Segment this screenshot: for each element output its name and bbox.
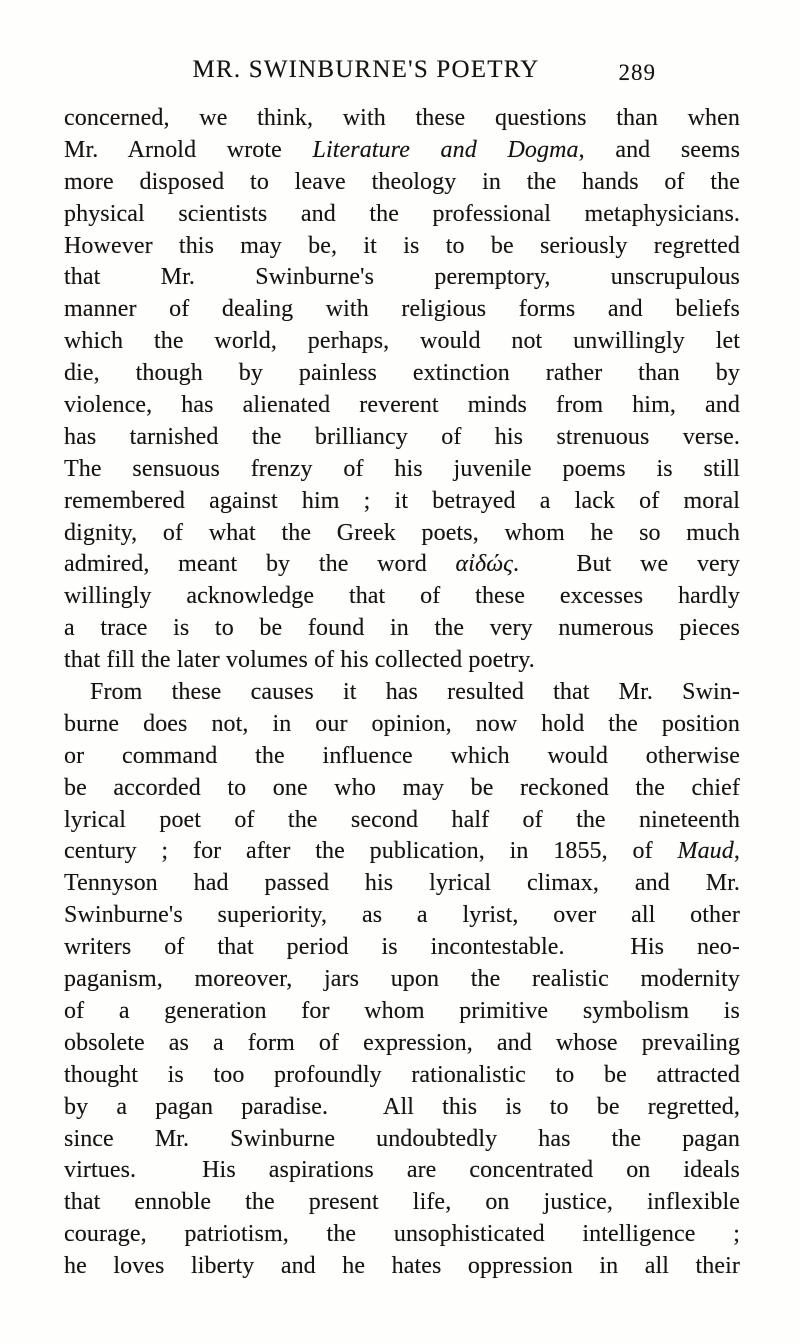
italic-text: Literature and Dogma	[312, 136, 579, 163]
text-line	[64, 932, 740, 964]
body-text-segment: concerned, we think, with these questions than when	[64, 105, 740, 131]
body-text-segment: be accorded to one who may be reckoned the chief	[64, 774, 740, 801]
body-text-segment: a trace is to be found in the very numerous pieces	[64, 615, 740, 642]
text-line	[64, 645, 740, 677]
body-text-segment: Swinburne's superiority, as a lyrist, over all other	[64, 902, 740, 929]
body-text-segment: From these causes it has resulted that Mr. Swin-	[90, 679, 740, 706]
body-text-segment: virtues. His aspirations are concentrated on ideals	[64, 1157, 740, 1184]
text-line	[64, 294, 740, 326]
text-line	[64, 231, 740, 263]
text-line	[64, 996, 740, 1028]
text-line	[64, 390, 740, 422]
text-line	[64, 167, 740, 199]
text-line	[64, 1028, 740, 1060]
body-text-segment: die, though by painless extinction rather than by	[64, 360, 740, 387]
body-text-segment: remembered against him ; it betrayed a lack of moral	[64, 487, 740, 514]
body-text-segment: courage, patriotism, the unsophisticated intelligence ;	[64, 1221, 740, 1248]
text-line	[64, 613, 740, 645]
text-line	[64, 326, 740, 358]
text-line	[64, 358, 740, 390]
text-line	[64, 677, 740, 709]
text-line	[64, 836, 740, 868]
text-line	[64, 1155, 740, 1187]
body-text-segment: thought is too profoundly rationalistic to be attracted	[64, 1061, 740, 1088]
body-text-segment: violence, has alienated reverent minds from him, and	[64, 392, 740, 419]
text-line	[64, 709, 740, 741]
body-text-segment: obsolete as a form of expression, and whose prevailing	[64, 1029, 740, 1056]
text-line	[64, 199, 740, 231]
body-text-segment: willingly acknowledge that of these excesses hardly	[64, 583, 740, 610]
body-text-segment: or command the influence which would otherwise	[64, 742, 740, 769]
text-line	[64, 1092, 740, 1124]
text-line	[64, 1124, 740, 1156]
body-text-segment: Mr. Arnold wrote	[64, 136, 313, 163]
italic-text: αἰδώς	[455, 551, 513, 578]
body-text-segment: However this may be, it is to be seriously regretted	[64, 232, 740, 259]
body-text-segment: which the world, perhaps, would not unwillingly let	[64, 328, 740, 355]
text-line	[64, 486, 740, 518]
text-line	[64, 422, 740, 454]
body-text-segment: . But we very	[512, 551, 740, 578]
body-text-segment: by a pagan paradise. All this is to be regretted,	[64, 1093, 740, 1120]
text-line	[64, 549, 740, 581]
italic-text: Maud	[677, 838, 734, 865]
body-text-segment: has tarnished the brilliancy of his strenuous verse.	[64, 423, 740, 450]
text-line	[64, 1251, 740, 1283]
text-line	[64, 518, 740, 550]
body-text-segment: Tennyson had passed his lyrical climax, and Mr.	[64, 870, 740, 897]
body-text-segment: dignity, of what the Greek poets, whom he so much	[64, 519, 740, 546]
body-text-segment: that Mr. Swinburne's peremptory, unscrupulous	[64, 264, 740, 291]
page-number: 289	[618, 60, 656, 85]
body-text-segment: since Mr. Swinburne undoubtedly has the pagan	[64, 1125, 740, 1152]
text-line	[64, 135, 740, 167]
text-line	[64, 900, 740, 932]
text-line	[64, 581, 740, 613]
page-body	[64, 103, 740, 1283]
text-line	[64, 103, 740, 135]
text-line	[64, 1219, 740, 1251]
running-head	[64, 56, 740, 90]
text-line	[64, 1060, 740, 1092]
body-text-segment: writers of that period is incontestable. His neo-	[64, 934, 740, 961]
body-text-segment: admired, meant by the word	[64, 551, 456, 578]
body-text-segment: physical scientists and the professional metaphysicians.	[64, 200, 740, 227]
body-text-segment: that ennoble the present life, on justice, inflexible	[64, 1189, 740, 1216]
body-text-segment: , and seems	[578, 136, 740, 163]
text-line	[64, 1187, 740, 1219]
text-line	[64, 454, 740, 486]
body-text-segment: ,	[733, 838, 740, 865]
body-text-segment: that fill the later volumes of his collected poetry.	[64, 647, 535, 674]
body-text-segment: paganism, moreover, jars upon the realistic modernity	[64, 966, 740, 993]
body-text-segment: he loves liberty and he hates oppression in all their	[64, 1253, 740, 1280]
text-line	[64, 964, 740, 996]
body-text-segment: burne does not, in our opinion, now hold the position	[64, 710, 740, 737]
text-line	[64, 741, 740, 773]
text-line	[64, 773, 740, 805]
body-text-segment: lyrical poet of the second half of the nineteenth	[64, 806, 740, 833]
page-title: MR. SWINBURNE'S POETRY	[192, 56, 540, 83]
body-text-segment: The sensuous frenzy of his juvenile poems is still	[64, 455, 740, 482]
body-text-segment: of a generation for whom primitive symbolism is	[64, 997, 740, 1024]
body-text-segment: manner of dealing with religious forms and beliefs	[64, 296, 740, 323]
body-text-segment: century ; for after the publication, in 1855, of	[64, 838, 678, 865]
body-text-segment: more disposed to leave theology in the hands of the	[64, 168, 740, 195]
text-line	[64, 805, 740, 837]
text-line	[64, 868, 740, 900]
text-line	[64, 262, 740, 294]
